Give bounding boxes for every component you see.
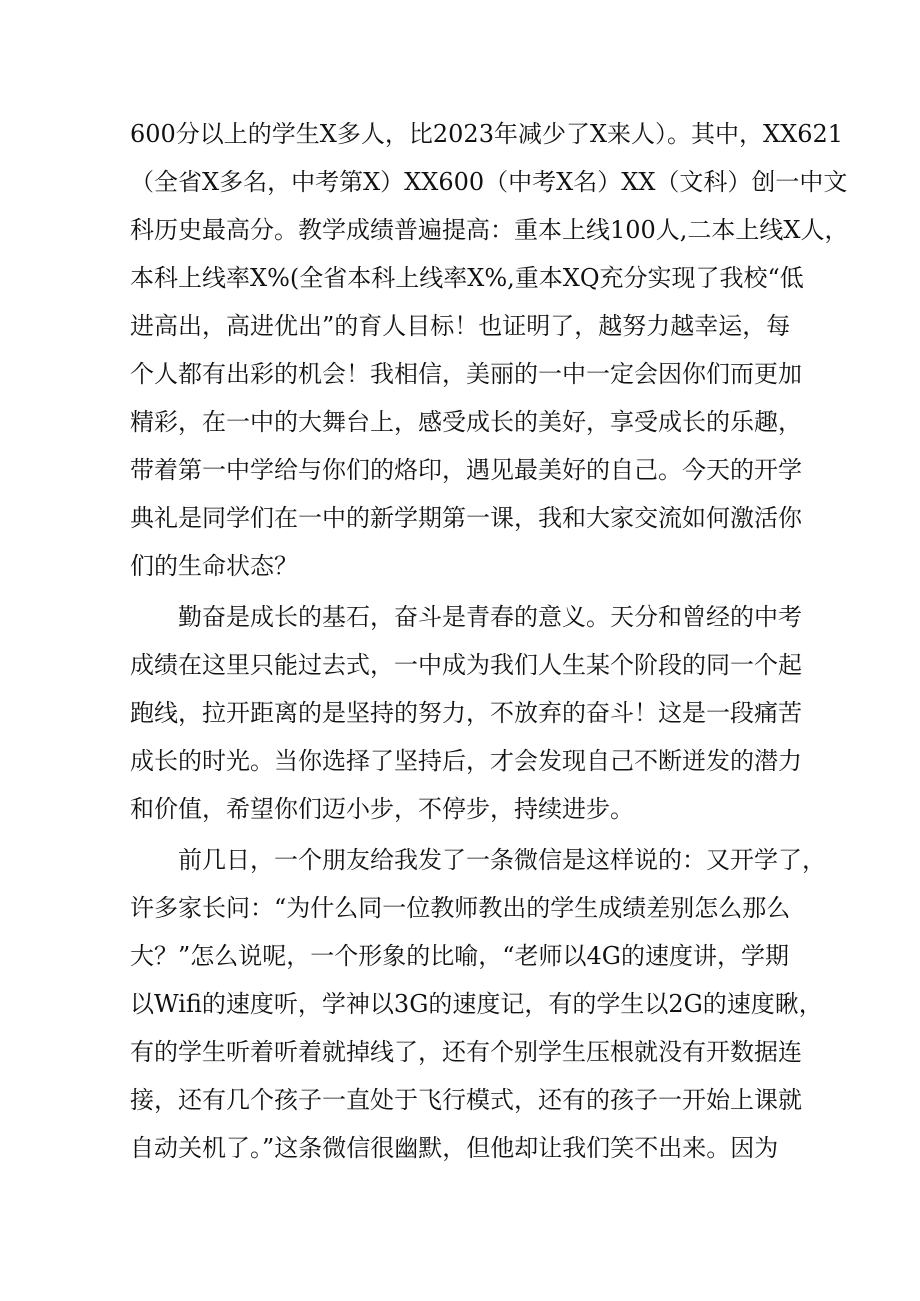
text-line: 勤奋是成长的基石，奋斗是青春的意义。天分和曾经的中考 — [130, 603, 802, 631]
text-line: 成绩在这里只能过去式，一中成为我们人生某个阶段的同一个起 — [130, 651, 802, 679]
text-line: 自动关机了。”这条微信很幽默，但他却让我们笑不出来。因为 — [130, 1134, 779, 1162]
text-line: 大？”怎么说呢，一个形象的比喻，“老师以4G的速度讲，学期 — [130, 942, 789, 970]
text-line: 前几日，一个朋友给我发了一条微信是这样说的：又开学了， — [130, 846, 826, 874]
paragraph-3 — [130, 836, 826, 1172]
text-line: 个人都有出彩的机会！我相信，美丽的一中一定会因你们而更加 — [130, 360, 802, 388]
paragraph-2 — [130, 593, 800, 833]
text-line: （全省X多名，中考第X）XX600（中考X名）XX（文科）创一中文 — [130, 168, 848, 196]
paragraph-1 — [130, 110, 849, 590]
text-line: 600分以上的学生X多人，比2023年减少了X来人）。其中，XX621 — [130, 120, 844, 148]
text-line: 带着第一中学给与你们的烙印，遇见最美好的自己。今天的开学 — [130, 456, 802, 484]
text-line: 接，还有几个孩子一直处于飞行模式，还有的孩子一开始上课就 — [130, 1086, 802, 1114]
text-line: 科历史最高分。教学成绩普遍提高：重本上线100人,二本上线X人， — [130, 216, 849, 244]
text-line: 以Wifi的速度听，学神以3G的速度记，有的学生以2G的速度瞅， — [130, 990, 823, 1018]
text-line: 有的学生听着听着就掉线了，还有个别学生压根就没有开数据连 — [130, 1038, 802, 1066]
text-line: 成长的时光。当你选择了坚持后，才会发现自己不断迸发的潜力 — [130, 747, 802, 775]
text-line: 和价值，希望你们迈小步，不停步，持续进步。 — [130, 795, 634, 823]
body-text — [130, 110, 849, 1172]
text-line: 们的生命状态？ — [130, 552, 298, 580]
text-line: 典礼是同学们在一中的新学期第一课，我和大家交流如何激活你 — [130, 504, 802, 532]
text-line: 本科上线率X%(全省本科上线率X%,重本XQ充分实现了我校“低 — [130, 264, 804, 292]
text-line: 许多家长问：“为什么同一位教师教出的学生成绩差别怎么那么 — [130, 894, 791, 922]
text-line: 进高出，高进优出”的育人目标！也证明了，越努力越幸运，每 — [130, 312, 791, 340]
text-line: 跑线，拉开距离的是坚持的努力，不放弃的奋斗！这是一段痛苦 — [130, 699, 802, 727]
text-line: 精彩，在一中的大舞台上，感受成长的美好，享受成长的乐趣， — [130, 408, 802, 436]
